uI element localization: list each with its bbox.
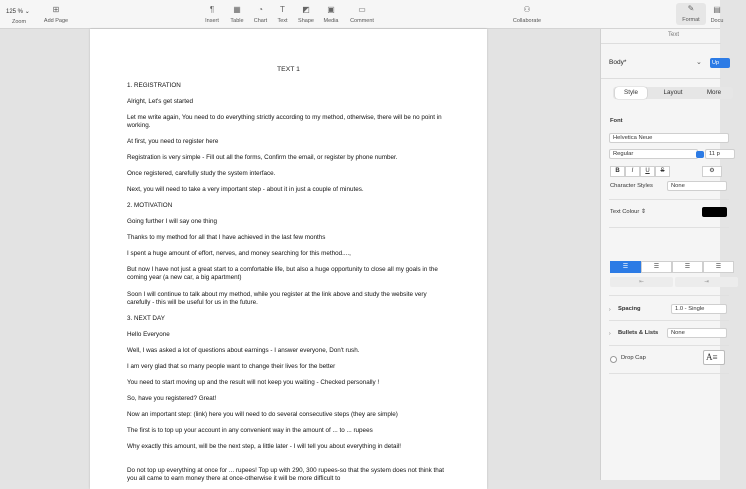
bullets-lists-label: Bullets & Lists bbox=[618, 330, 659, 336]
text-colour-text: Text Colour bbox=[610, 209, 640, 215]
font-family-select[interactable]: Helvetica Neue bbox=[609, 133, 729, 143]
zoom-value: 125 % bbox=[6, 9, 24, 15]
doc-paragraph: But now I have not just a great start to a comfortable life, but also a huge opportunity to close all my goals in the coming year (a new car, a big apartment) bbox=[127, 266, 438, 281]
collaborate-label: Collaborate bbox=[512, 18, 542, 24]
text-label: Text bbox=[277, 18, 288, 24]
zoom-label: Zoom bbox=[12, 19, 27, 25]
divider bbox=[609, 320, 729, 321]
stepper-icon: ⇕ bbox=[640, 209, 646, 215]
doc-paragraph: Thanks to my method for all that I have achieved in the last few months bbox=[127, 234, 326, 241]
doc-paragraph: Next, you will need to take a very important step - about it in just a couple of minutes. bbox=[127, 186, 364, 193]
align-center-icon[interactable]: ☰ bbox=[641, 261, 672, 273]
shape-label: Shape bbox=[298, 18, 314, 24]
doc-paragraph: Once registered, carefully study the system interface. bbox=[127, 170, 276, 177]
font-weight-select[interactable] bbox=[609, 149, 698, 159]
divider bbox=[609, 345, 729, 346]
font-section-title: Font bbox=[610, 118, 623, 124]
align-left-icon[interactable]: ☰ bbox=[610, 261, 641, 273]
tab-layout[interactable]: Layout bbox=[663, 89, 683, 96]
increase-indent-icon[interactable]: ⇥ bbox=[675, 277, 738, 287]
doc-paragraph: Now an important step: (link) here you will need to do several consecutive steps (they are simple) bbox=[127, 411, 398, 418]
spacing-select[interactable]: 1.0 - Single bbox=[671, 304, 727, 314]
italic-button[interactable]: I bbox=[625, 166, 640, 177]
doc-paragraph: So, have you registered? Great! bbox=[127, 395, 217, 402]
doc-paragraph: Do not top up everything at once for ... rupees! Top up with 290, 300 rupees-so that the system does not think that you all came to earn money there at once-otherwise it will be more difficult to bbox=[127, 467, 445, 482]
align-justify-icon[interactable]: ☰ bbox=[703, 261, 734, 273]
divider bbox=[609, 227, 729, 228]
table-button[interactable] bbox=[226, 4, 248, 24]
font-weight-value: Regular bbox=[613, 151, 634, 157]
doc-paragraph: I am very glad that so many people want to change their lives for the better bbox=[127, 363, 336, 370]
document-page[interactable] bbox=[90, 29, 487, 489]
font-size-field[interactable]: 11 p bbox=[705, 149, 735, 159]
shape-icon: ◩ bbox=[302, 5, 310, 14]
text-button[interactable] bbox=[273, 4, 292, 24]
inspector-tabs bbox=[613, 87, 733, 99]
paragraph-icon: ¶ bbox=[209, 5, 215, 14]
inspector-header: Text bbox=[667, 32, 679, 38]
update-style-button[interactable]: Up bbox=[710, 58, 730, 68]
align-right-icon[interactable]: ☰ bbox=[672, 261, 703, 273]
text-colour-swatch[interactable] bbox=[702, 207, 727, 217]
table-icon: ▦ bbox=[233, 5, 241, 14]
doc-paragraph: 3. NEXT DAY bbox=[127, 315, 165, 322]
doc-paragraph: At first, you need to register here bbox=[127, 138, 219, 145]
spacing-label: Spacing bbox=[618, 306, 641, 312]
doc-paragraph: Let me write again, You need to do everything strictly according to my method, otherwise, there will be no point in working. bbox=[127, 114, 442, 129]
tab-style[interactable]: Style bbox=[615, 87, 647, 99]
document-canvas[interactable] bbox=[0, 29, 600, 480]
paragraph-style-selector[interactable] bbox=[601, 43, 721, 79]
doc-paragraph: Hello Everyone bbox=[127, 331, 170, 338]
drop-cap-glyph: A bbox=[706, 352, 713, 362]
text-box-icon: T bbox=[280, 5, 285, 14]
strikethrough-button[interactable]: S bbox=[655, 166, 670, 177]
text-colour-label bbox=[610, 209, 646, 215]
bullets-lists-select[interactable]: None bbox=[667, 328, 727, 338]
chevron-down-icon: ⌄ bbox=[696, 59, 702, 66]
drop-cap-label: Drop Cap bbox=[621, 355, 646, 361]
divider bbox=[609, 199, 729, 200]
doc-paragraph: Registration is very simple - Fill out all the forms, Confirm the email, or register by phone number. bbox=[127, 154, 398, 161]
table-label: Table bbox=[230, 18, 244, 24]
drop-cap-style-icon[interactable]: A≡ bbox=[703, 350, 725, 365]
format-label: Format bbox=[682, 17, 700, 23]
paintbrush-icon: ✎ bbox=[687, 4, 695, 13]
paragraph-style-name: Body* bbox=[609, 59, 627, 66]
shape-button[interactable] bbox=[295, 4, 317, 24]
doc-paragraph: Why exactly this amount, will be the next step, a little later - I will tell you about everything in detail! bbox=[127, 443, 402, 450]
chevron-right-icon[interactable]: › bbox=[609, 307, 611, 313]
comment-label: Comment bbox=[350, 18, 374, 24]
drop-cap-checkbox[interactable] bbox=[610, 356, 617, 363]
doc-paragraph: Well, I was asked a lot of questions about earnings - I answer everyone, Don't rush. bbox=[127, 347, 360, 354]
doc-paragraph: Alright, Let's get started bbox=[127, 98, 193, 105]
collaborate-button[interactable] bbox=[508, 4, 546, 24]
stepper-icon bbox=[696, 151, 704, 158]
media-icon: ▣ bbox=[327, 5, 335, 14]
format-inspector bbox=[600, 29, 720, 480]
bold-button[interactable]: B bbox=[610, 166, 625, 177]
document-icon: ▤ bbox=[713, 5, 721, 14]
doc-paragraph: Going further I will say one thing bbox=[127, 218, 217, 225]
character-styles-label: Character Styles bbox=[610, 183, 653, 189]
divider bbox=[609, 373, 729, 374]
chevron-down-icon: ⌄ bbox=[24, 9, 30, 15]
document-label: Docu bbox=[710, 18, 724, 24]
collaborate-icon: ⚇ bbox=[523, 5, 531, 14]
underline-button[interactable]: U bbox=[640, 166, 655, 177]
document-title: TEXT 1 bbox=[277, 66, 300, 73]
doc-paragraph: 1. REGISTRATION bbox=[127, 82, 181, 89]
text-style-buttons bbox=[610, 166, 730, 177]
insert-button[interactable] bbox=[202, 4, 222, 24]
insert-label: Insert bbox=[205, 18, 219, 24]
chart-label: Chart bbox=[253, 18, 268, 24]
media-label: Media bbox=[323, 18, 339, 24]
chart-button[interactable] bbox=[250, 4, 271, 24]
indent-buttons bbox=[610, 277, 730, 287]
character-styles-select[interactable]: None bbox=[667, 181, 727, 191]
chart-icon: ◔ bbox=[258, 5, 263, 14]
comment-button[interactable] bbox=[346, 4, 378, 24]
gear-icon[interactable]: ⚙ bbox=[702, 166, 722, 177]
add-page-label: Add Page bbox=[43, 18, 69, 24]
doc-paragraph: Soon I will continue to talk about my method, while you register at the link above and study the website very carefully - this will be useful for us in the future. bbox=[127, 291, 427, 306]
add-page-button[interactable] bbox=[42, 4, 70, 24]
format-button[interactable] bbox=[676, 3, 706, 25]
zoom-dropdown[interactable] bbox=[6, 8, 30, 15]
document-button[interactable] bbox=[708, 4, 726, 24]
add-page-icon: ⊞ bbox=[52, 5, 60, 14]
doc-paragraph: You need to start moving up and the result will not keep you waiting - Checked personally ! bbox=[127, 379, 380, 386]
doc-paragraph: 2. MOTIVATION bbox=[127, 202, 173, 209]
doc-paragraph: I spent a huge amount of effort, nerves, and money searching for this method...., bbox=[127, 250, 351, 257]
comment-icon: ▭ bbox=[358, 5, 366, 14]
tab-more[interactable]: More bbox=[706, 89, 722, 96]
media-button[interactable] bbox=[320, 4, 342, 24]
chevron-right-icon[interactable]: › bbox=[609, 331, 611, 337]
divider bbox=[609, 295, 729, 296]
decrease-indent-icon[interactable]: ⇤ bbox=[610, 277, 673, 287]
toolbar bbox=[0, 0, 724, 29]
doc-paragraph: The first is to top up your account in any convenient way in the amount of ... to ... rupees bbox=[127, 427, 373, 434]
